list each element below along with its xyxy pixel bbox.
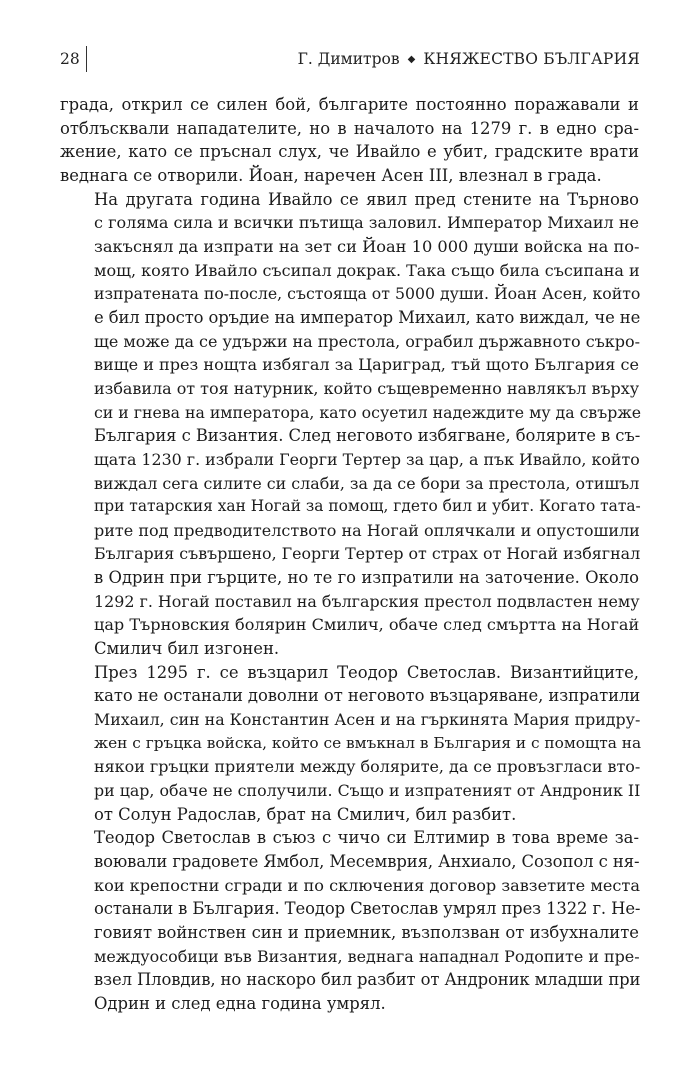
text-line: Смилич бил изгонен. — [94, 639, 280, 659]
header-book-title: КНЯЖЕСТВО БЪЛГАРИЯ — [423, 50, 640, 68]
header-author: Г. Димитров — [297, 50, 400, 68]
text-line: Теодор Светослав в съюз с чичо си Елтимир в това време за- — [94, 828, 639, 848]
text-line: рите под предводителството на Ногай оплячкали и опустошили — [94, 520, 640, 540]
text-line: избавила от тоя натурник, който същевременно навлякъл върху — [94, 378, 640, 398]
page-number: 28 — [60, 50, 80, 68]
text-line: в Одрин при гърците, но те го изпратили на заточение. Около — [94, 568, 639, 588]
text-line: мощ, която Ивайло съсипал докрак. Така също била съсипана и — [94, 260, 640, 280]
text-line: щата 1230 г. избрали Георги Тертер за цар, а пък Ивайло, който — [94, 449, 640, 469]
text-line: жение, като се пръснал слух, че Ивайло е убит, градските врати — [60, 142, 639, 162]
text-line: веднага се отворили. Йоан, наречен Асен III, влезнал в града. — [60, 165, 602, 185]
paragraph — [60, 826, 639, 1015]
text-line: цар Търновския болярин Смилич, обаче след смъртта на Ногай — [94, 615, 640, 635]
text-line: отблъсквали нападателите, но в началото на 1279 г. в едно сра- — [60, 118, 639, 138]
text-line: ри цар, обаче не сполучили. Също и изпратеният от Андроник II — [94, 781, 641, 801]
body-text — [60, 93, 642, 1016]
text-line: закъснял да изпрати на зет си Йоан 10 000 души войска на по- — [94, 236, 640, 256]
text-line: като не останали доволни от неговото възцаряване, изпратили — [94, 686, 641, 706]
text-line: с голяма сила и всички пътища заловил. Император Михаил не — [94, 213, 639, 233]
paragraph — [60, 93, 639, 188]
paragraph — [60, 188, 642, 661]
text-line: ще може да се удържи на престола, ограбил държавното съкро- — [94, 331, 641, 351]
text-line: Михаил, син на Константин Асен и на гъркинята Мария придру- — [94, 710, 641, 730]
text-line: Одрин и след една година умрял. — [94, 993, 386, 1013]
text-line: останали в България. Теодор Светослав умрял през 1322 г. Не- — [94, 899, 641, 919]
diamond-icon: ◆ — [407, 54, 416, 65]
text-line: изпратената по-после, състояща от 5000 души. Йоан Асен, който — [94, 284, 641, 304]
text-line: 1292 г. Ногай поставил на българския престол подвластен нему — [94, 591, 640, 611]
text-line: града, открил се силен бой, българите постоянно поражавали и — [60, 95, 639, 114]
text-line: вище и през нощта избягал за Цариград, тъй щото България се — [94, 355, 639, 375]
text-line: говият войнствен син и приемник, възползван от избухналите — [94, 922, 639, 942]
text-line: През 1295 г. се възцарил Теодор Светослав. Византийците, — [94, 662, 639, 682]
header-vertical-rule — [86, 46, 87, 72]
text-line: виждал сега силите си слаби, за да се бори за престола, отишъл — [94, 473, 640, 493]
text-line: си и гнева на императора, като осуетил надеждите му да свърже — [94, 402, 642, 422]
text-line: България с Византия. След неговото избягване, болярите в съ- — [94, 426, 641, 446]
text-line: България съвършено, Георги Тертер от страх от Ногай избягнал — [94, 544, 641, 564]
text-line: е бил просто оръдие на император Михаил, като виждал, че не — [94, 307, 641, 327]
paragraph — [60, 661, 642, 827]
text-line: междуособици във Византия, веднага нападнал Родопите и пре- — [94, 946, 640, 966]
header-right-group — [298, 44, 640, 77]
text-line: воювали градовете Ямбол, Месемврия, Анхиало, Созопол с ня- — [94, 852, 640, 871]
text-line: при татарския хан Ногай за помощ, гдето бил и убит. Когато тата- — [94, 497, 641, 516]
text-line: жен с гръцка войска, който се вмъкнал в България и с помощта на — [94, 733, 642, 752]
text-line: някои гръцки приятели между болярите, да се провъзгласи вто- — [94, 757, 641, 777]
text-line: от Солун Радослав, брат на Смилич, бил разбит. — [94, 804, 517, 824]
text-line: На другата година Ивайло се явил пред стените на Търново — [94, 189, 639, 209]
text-line: кои крепостни сгради и по сключения договор завзетите места — [94, 875, 640, 895]
running-header — [60, 44, 640, 74]
text-line: взел Пловдив, но наскоро бил разбит от Андроник младши при — [94, 970, 641, 990]
